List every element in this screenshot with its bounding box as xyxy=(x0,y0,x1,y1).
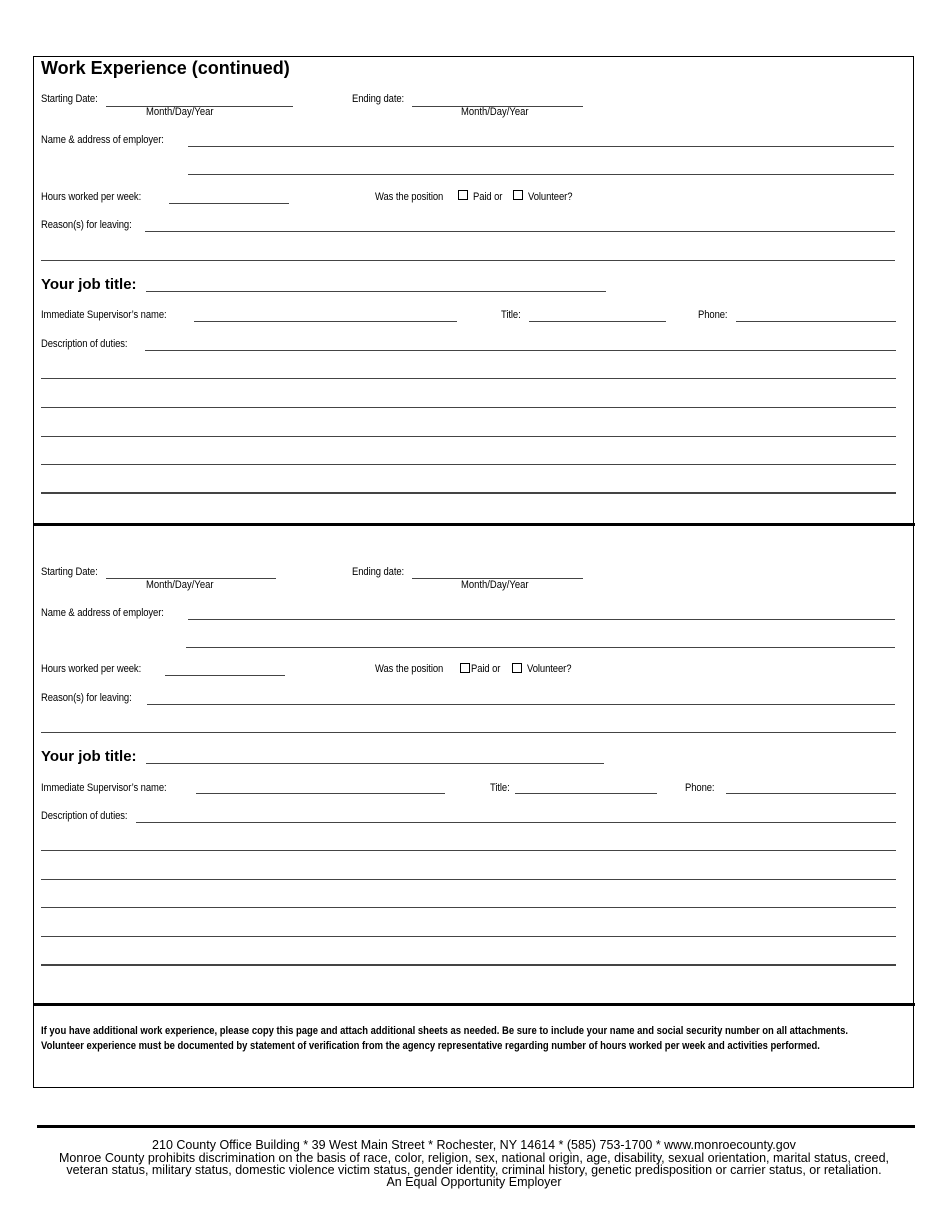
duties-field-2b[interactable] xyxy=(41,837,896,851)
duties-field-1d[interactable] xyxy=(41,423,896,437)
supervisor-label: Immediate Supervisor’s name: xyxy=(41,782,167,794)
duties-label: Description of duties: xyxy=(41,338,128,350)
paid-label: Paid or xyxy=(471,663,501,675)
starting-date-format: Month/Day/Year xyxy=(146,106,214,118)
reasons-field-2b[interactable] xyxy=(41,719,896,733)
ending-date-format: Month/Day/Year xyxy=(461,106,529,118)
hours-label: Hours worked per week: xyxy=(41,663,142,675)
volunteer-label: Volunteer? xyxy=(528,191,573,203)
page-title: Work Experience (continued) xyxy=(41,58,290,78)
supervisor-title-field-2[interactable] xyxy=(515,780,657,794)
starting-date-label: Starting Date: xyxy=(41,566,98,578)
reasons-field-1a[interactable] xyxy=(145,218,895,232)
reasons-label: Reason(s) for leaving: xyxy=(41,219,132,231)
job-title-field-2[interactable] xyxy=(146,750,604,764)
additional-experience-note: If you have additional work experience, please copy this page and attach additional sheets as needed. Be sure to include your name and social security number on all attachments. xyxy=(41,1025,848,1037)
paid-checkbox-2[interactable] xyxy=(460,663,470,673)
employer-label: Name & address of employer: xyxy=(41,134,164,146)
phone-field-1[interactable] xyxy=(736,308,896,322)
duties-label: Description of duties: xyxy=(41,810,128,822)
supervisor-title-field-1[interactable] xyxy=(529,308,666,322)
position-question-label: Was the position xyxy=(375,663,444,675)
employer-field-1a[interactable] xyxy=(188,133,894,147)
job-title-field-1[interactable] xyxy=(146,278,606,292)
reasons-field-1b[interactable] xyxy=(41,247,895,261)
hours-field-2[interactable] xyxy=(165,662,285,676)
ending-date-label: Ending date: xyxy=(352,566,405,578)
duties-field-1a[interactable] xyxy=(145,337,896,351)
starting-date-field-1[interactable] xyxy=(106,93,293,107)
employer-label: Name & address of employer: xyxy=(41,607,164,619)
employer-field-2b[interactable] xyxy=(186,634,895,648)
ending-date-field-1[interactable] xyxy=(412,93,583,107)
phone-label: Phone: xyxy=(685,782,715,794)
volunteer-verification-note: Volunteer experience must be documented by statement of verification from the agency representative regarding number of hours worked per week and activities performed. xyxy=(41,1040,820,1052)
section-separator xyxy=(33,1003,915,1006)
footer-address: 210 County Office Building * 39 West Main Street * Rochester, NY 14614 * (585) 753-1700 * www.monroecounty.gov xyxy=(152,1138,796,1152)
job-title-label: Your job title: xyxy=(41,748,137,765)
ending-date-format: Month/Day/Year xyxy=(461,579,529,591)
ending-date-field-2[interactable] xyxy=(412,565,583,579)
paid-checkbox-1[interactable] xyxy=(458,190,468,200)
volunteer-label: Volunteer? xyxy=(527,663,572,675)
supervisor-field-2[interactable] xyxy=(196,780,445,794)
starting-date-format: Month/Day/Year xyxy=(146,579,214,591)
reasons-field-2a[interactable] xyxy=(147,691,895,705)
section-separator xyxy=(33,523,915,526)
footer-nondiscrimination-2: veteran status, military status, domestic violence victim status, gender identity, criminal history, genetic predisposition or carrier status, or retaliation. xyxy=(66,1163,882,1177)
duties-field-2e[interactable] xyxy=(41,923,896,937)
duties-field-2c[interactable] xyxy=(41,866,896,880)
supervisor-title-label: Title: xyxy=(490,782,510,794)
reasons-label: Reason(s) for leaving: xyxy=(41,692,132,704)
volunteer-checkbox-2[interactable] xyxy=(512,663,522,673)
ending-date-label: Ending date: xyxy=(352,93,405,105)
starting-date-field-2[interactable] xyxy=(106,565,276,579)
footer-rule xyxy=(37,1125,915,1128)
phone-label: Phone: xyxy=(698,309,728,321)
position-question-label: Was the position xyxy=(375,191,444,203)
supervisor-label: Immediate Supervisor’s name: xyxy=(41,309,167,321)
hours-field-1[interactable] xyxy=(169,190,289,204)
hours-label: Hours worked per week: xyxy=(41,191,142,203)
duties-field-1b[interactable] xyxy=(41,365,896,379)
footer-eoe: An Equal Opportunity Employer xyxy=(386,1175,562,1189)
paid-label: Paid or xyxy=(473,191,503,203)
duties-field-2d[interactable] xyxy=(41,894,896,908)
duties-field-2a[interactable] xyxy=(136,809,896,823)
phone-field-2[interactable] xyxy=(726,780,896,794)
duties-field-1f[interactable] xyxy=(41,480,896,494)
supervisor-title-label: Title: xyxy=(501,309,521,321)
supervisor-field-1[interactable] xyxy=(194,308,457,322)
volunteer-checkbox-1[interactable] xyxy=(513,190,523,200)
starting-date-label: Starting Date: xyxy=(41,93,98,105)
duties-field-1c[interactable] xyxy=(41,394,896,408)
footer-nondiscrimination-1: Monroe County prohibits discrimination on the basis of race, color, religion, sex, national origin, age, disability, sexual orientation, marital status, creed, xyxy=(58,1151,890,1165)
employer-field-2a[interactable] xyxy=(188,606,895,620)
duties-field-2f[interactable] xyxy=(41,952,896,966)
employer-field-1b[interactable] xyxy=(188,161,894,175)
duties-field-1e[interactable] xyxy=(41,451,896,465)
job-title-label: Your job title: xyxy=(41,276,137,293)
